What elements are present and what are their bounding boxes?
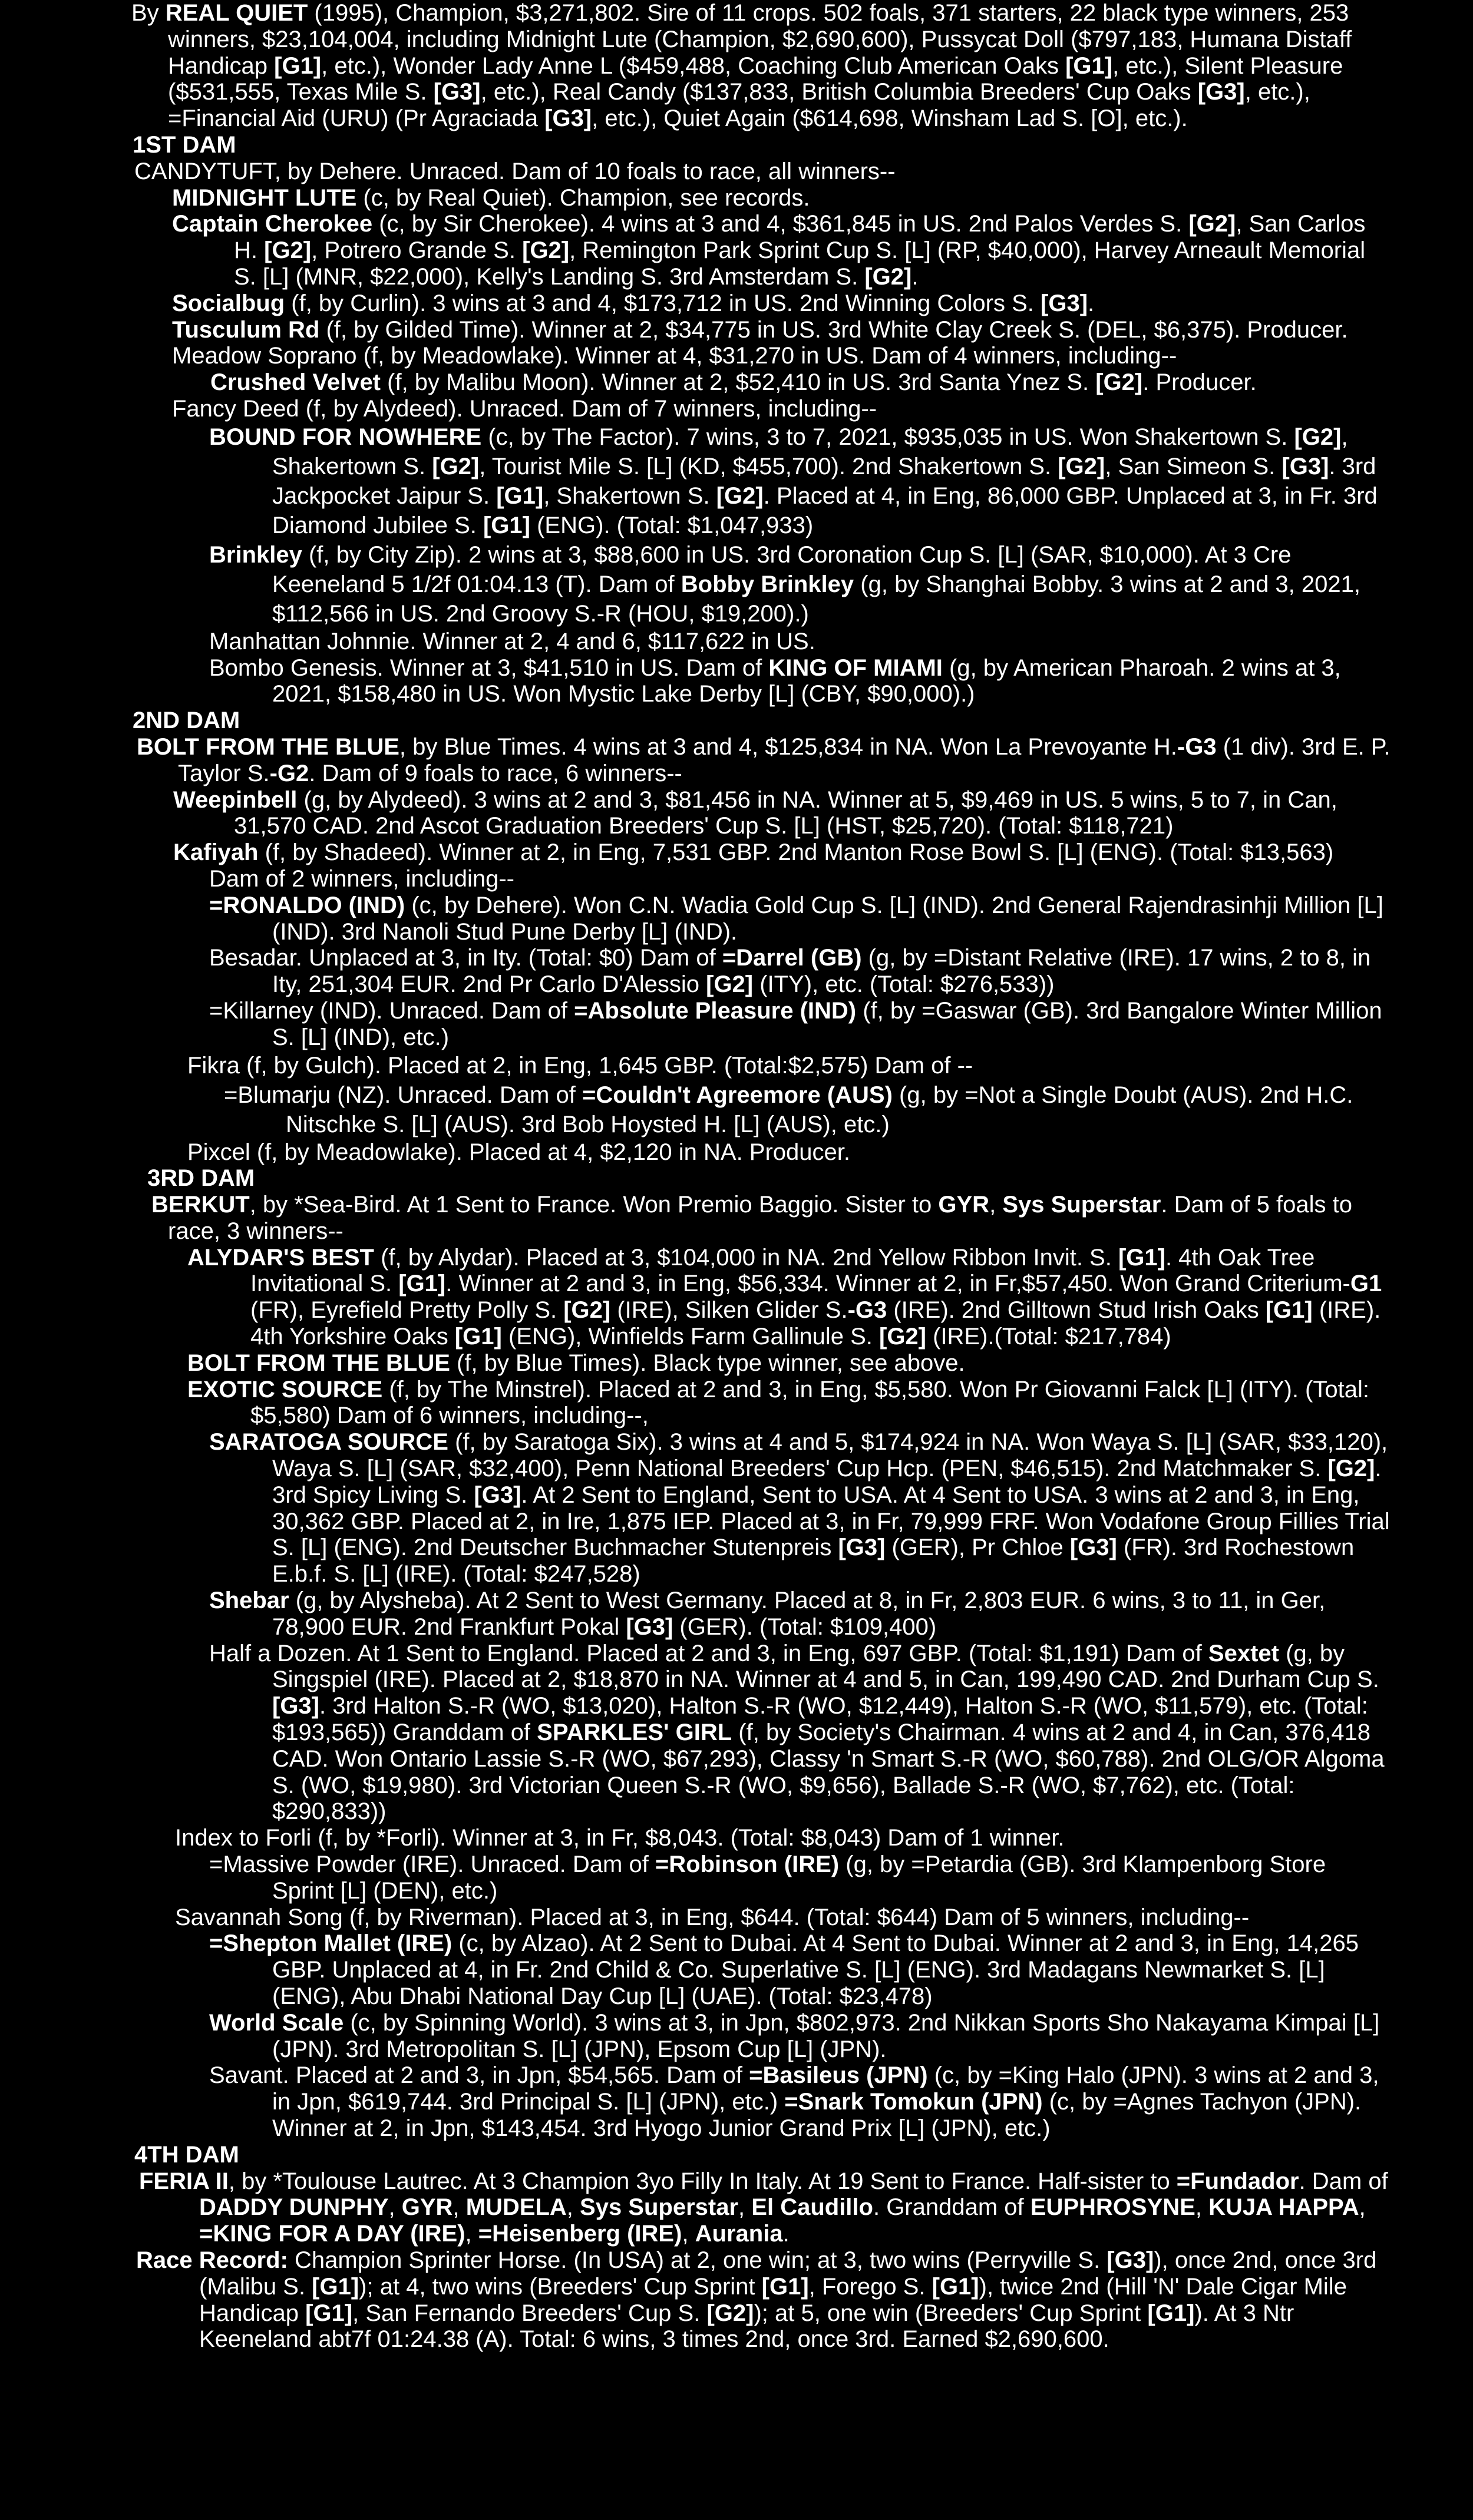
pedigree-entry [0,422,1392,540]
bold-text: Shebar [209,1588,289,1614]
bold-text: Socialbug [172,290,285,316]
text: Fancy Deed (f, by Alydeed). Unraced. Dam of 7 winners, including-- [172,395,877,422]
text: Savannah Song (f, by Riverman). Placed at 3, in Eng, $644. (Total: $644) Dam of 5 winners, including-- [175,1904,1250,1930]
bold-text: [G3] [1041,290,1088,316]
pedigree-entry [0,396,1389,422]
bold-text: [G1] [932,2273,979,2300]
bold-text: =Fundador [1176,2168,1299,2194]
bold-text: [G2] [1327,1456,1375,1482]
text: , Tourist Mile S. [L] (KD, $455,700). 2nd Shakertown S. [479,453,1058,479]
bold-text: [G2] [1188,211,1236,237]
bold-text: =RONALDO (IND) [209,892,405,918]
bold-text: [G1] [483,512,530,538]
text: . Producer. [1142,369,1257,396]
bold-text: =Couldn't Agreemore (AUS) [582,1082,893,1108]
bold-text: [G2] [563,1297,611,1324]
pedigree-entry [0,998,1392,1051]
bold-text: =Absolute Pleasure (IND) [574,997,857,1024]
text: Fikra (f, by Gulch). Placed at 2, in Eng, 1,645 GBP. (Total:$2,575) Dam of -- [187,1052,973,1079]
text: , [738,2194,752,2221]
bold-text: [G2] [864,263,912,290]
pedigree-entry [0,866,1392,892]
bold-text: Sys Superstar [1002,1192,1161,1218]
pedigree-entry [0,655,1392,708]
bold-text: G1 [1350,1271,1382,1297]
text: . [1088,290,1095,316]
text: Manhattan Johnnie. Winner at 2, 4 and 6, $117,622 in US. [209,628,815,654]
bold-text: Brinkley [209,541,302,568]
text: (GER), Pr Chloe [885,1535,1070,1561]
bold-text: FERIA II [139,2168,229,2194]
pedigree-entry [0,1245,1393,1350]
text: (g, by Alysheba). At 2 Sent to West Germany. Placed at 8, in Fr, 2,803 EUR. 6 wins, 3 to 11, in Ger, 78,900 EUR. 2nd Frankfurt Pokal [272,1588,1326,1640]
pedigree-entry [0,1377,1393,1430]
text: (ITY), etc. (Total: $276,533)) [753,971,1055,998]
bold-text: [G3] [626,1613,673,1640]
pedigree-entry [0,540,1392,629]
pedigree-entry [0,734,1392,787]
pedigree-entry [0,892,1392,945]
bold-text: [G1] [496,482,544,509]
bold-text: Tusculum Rd [172,316,320,343]
text: . Granddam of [873,2194,1031,2221]
text: (FR). 3rd Rochestown E.b.f. S. [L] (IRE). (Total: $247,528) [272,1535,1355,1588]
text: . At 2 Sent to England, Sent to USA. At 4 Sent to USA. 3 wins at 2 and 3, in Eng, 30,362 GBP. Placed at 2, in Ire, 1,875 IEP. Placed at 3, in Fr, 79,999 FRF. Won Vodafone Group Fillies Trial S. [L] (ENG). 2nd Deutscher Buchmacher Stutenpreis [272,1481,1390,1561]
text: (c, by Spinning World). 3 wins at 3, in Jpn, $802,973. 2nd Nikkan Sports Sho Nakayama Kimpai [L] (JPN). 3rd Metropolitan S. [L] (JPN), Epsom Cup [L] (JPN). [272,2009,1380,2062]
text: (f, by Gilded Time). Winner at 2, $34,775 in US. 3rd White Clay Creek S. (DEL, $6,375). Producer. [319,316,1348,343]
bold-text: [G2] [1095,369,1143,396]
bold-text: [G1] [305,2300,353,2326]
pedigree-entry [0,1825,1392,1851]
bold-text: EXOTIC SOURCE [187,1376,383,1403]
first-dam-section [0,132,1473,707]
pedigree-entry [0,185,1389,211]
pedigree-entry [0,1429,1392,1588]
bold-text: World Scale [209,2009,344,2036]
bold-text: -G2 [269,760,309,786]
text: Pixcel (f, by Meadowlake). Placed at 4, $2,120 in NA. Producer. [187,1139,851,1165]
bold-text: =Shepton Mallet (IRE) [209,1930,453,1957]
pedigree-entry [0,1139,1391,1166]
bold-text: MIDNIGHT LUTE [172,184,357,211]
text: , San Simeon S. [1105,453,1282,479]
text: , San Fernando Breeders' Cup S. [352,2300,707,2326]
pedigree-entry [0,1350,1393,1377]
text: . [782,2221,790,2247]
text: , [1359,2194,1366,2221]
bold-text: =Snark Tomokun (JPN) [784,2089,1043,2115]
text: , etc.), Wonder Lady Anne L ($459,488, Coaching Club American Oaks [321,52,1066,79]
text: (c, by =Agnes Tachyon (JPN). Winner at 2, in Jpn, $143,454. 3rd Hyogo Junior Grand Prix [L] (JPN), etc.) [272,2089,1362,2141]
pedigree-entry [0,1192,1391,1245]
text: (g, by =Distant Relative (IRE). 17 wins, 2 to 8, in Ity, 251,304 EUR. 2nd Pr Carlo D'Alessio [272,945,1371,998]
bold-text: [G1] [1265,1297,1313,1324]
bold-text: BOUND FOR NOWHERE [209,424,482,450]
text: (ENG). (Total: $1,047,933) [530,512,814,538]
bold-text: [G2] [1294,424,1342,450]
text: (f, by Alydar). Placed at 3, $104,000 in NA. 2nd Yellow Ribbon Invit. S. [374,1244,1118,1271]
bold-text: SPARKLES' GIRL [537,1719,732,1746]
bold-text: -G3 [1177,733,1217,760]
text: (g, by Singspiel (IRE). Placed at 2, $18,870 in NA. Winner at 4 and 5, in Can, 199,490 CAD. 2nd Durham Cup S. [272,1640,1379,1693]
text: =Blumarju (NZ). Unraced. Dam of [224,1082,582,1108]
text: ), twice 2nd (Hill 'N' Dale Cigar Mile Handicap [199,2273,1347,2326]
text: (ENG), Winfields Farm Gallinule S. [501,1324,879,1350]
text: (f, by Blue Times). Black type winner, see above. [450,1350,965,1376]
bold-text: =Robinson (IRE) [655,1851,840,1878]
text: . 3rd Jackpocket Jaipur S. [272,453,1376,509]
pedigree-entry [0,787,1389,840]
pedigree-entry [0,1904,1392,1931]
pedigree-entry [0,317,1389,343]
text: . [911,263,919,290]
bold-text: El Caudillo [751,2194,873,2221]
text: , Forego S. [808,2273,932,2300]
text: (IRE), Silken Glider S. [610,1297,848,1324]
text: ). At 3 Ntr Keeneland abt7f 01:24.38 (A). Total: 6 wins, 3 times 2nd, once 3rd. Earned $2,690,600. [199,2300,1294,2353]
text: (f, by Saratoga Six). 3 wins at 4 and 5, $174,924 in NA. Won Waya S. [L] (SAR, $33,120), Waya S. [L] (SAR, $32,400), Penn National Breeders' Cup Hcp. (PEN, $46,515). 2nd Matchmaker S. [272,1429,1388,1482]
text: ); at 5, one win (Breeders' Cup Sprint [754,2300,1148,2326]
bold-text: EUPHROSYNE [1030,2194,1195,2221]
text: (GER). (Total: $109,400) [673,1613,937,1640]
bold-text: Kafiyah [173,839,259,866]
text: . 3rd Spicy Living S. [272,1456,1382,1508]
bold-text: Crushed Velvet [210,369,381,396]
text: , by *Toulouse Lautrec. At 3 Champion 3yo Filly In Italy. At 19 Sent to France. Half-sister to [228,2168,1177,2194]
pedigree-entry [0,211,1389,290]
text: (c, by Dehere). Won C.N. Wadia Gold Cup S. [L] (IND). 2nd General Rajendrasinhji Million [L] (IND). 3rd Nanoli Stud Pune Derby [L] (IND). [272,892,1383,945]
bold-text: KING OF MIAMI [768,654,943,681]
bold-text: ALYDAR'S BEST [187,1244,374,1271]
text: (IRE). 4th Yorkshire Oaks [250,1297,1381,1350]
bold-text: [G2] [522,237,570,264]
pedigree-entry [0,629,1392,655]
text: By [131,0,166,26]
fourth-dam-section [0,2142,1473,2353]
bold-text: =Darrel (GB) [722,945,862,971]
bold-text: [G2] [1058,453,1105,479]
bold-text: =Basileus (JPN) [749,2062,928,2089]
text: . Dam of 5 foals to race, 3 winners-- [168,1192,1352,1244]
section-heading: 1ST DAM [133,131,236,158]
pedigree-entry [0,1588,1392,1641]
text: (c, by Real Quiet). Champion, see records. [356,184,810,211]
bold-text: KUJA HAPPA [1208,2194,1359,2221]
text: , by Blue Times. 4 wins at 3 and 4, $125,834 in NA. Won La Prevoyante H. [399,733,1177,760]
bold-text: GYR [401,2194,453,2221]
text: =Massive Powder (IRE). Unraced. Dam of [209,1851,655,1878]
bold-text: [G3] [1282,453,1329,479]
bold-text: GYR [938,1192,990,1218]
text: , [682,2221,695,2247]
bold-text: [G3] [272,1693,319,1719]
bold-text: Race Record: [136,2247,288,2273]
bold-text: [G1] [398,1271,446,1297]
text: (f, by =Gaswar (GB). 3rd Bangalore Winter Million S. [L] (IND), etc.) [272,997,1382,1050]
text: Index to Forli (f, by *Forli). Winner at 3, in Fr, $8,043. (Total: $8,043) Dam of 1 winner. [175,1825,1065,1851]
bold-text: [G1] [312,2273,359,2300]
section-heading: 2ND DAM [133,707,240,734]
text: (f, by The Minstrel). Placed at 2 and 3, in Eng, $5,580. Won Pr Giovanni Falck [L] (ITY). (Total: $5,580) Dam of 6 winners, including--, [250,1376,1369,1429]
pedigree-entry [0,343,1389,369]
section-heading: 3RD DAM [147,1165,255,1192]
bold-text: [G2] [264,237,312,264]
pedigree-entry [0,369,1392,396]
bold-text: [G2] [432,453,480,479]
text: (g, by Shanghai Bobby. 3 wins at 2 and 3, 2021, $112,566 in US. 2nd Groovy S.-R (HOU, $19,200).) [272,571,1360,627]
text: , [989,1192,1003,1218]
text: Dam of 2 winners, including-- [209,865,514,892]
text: , Potrero Grande S. [311,237,523,264]
text: CANDYTUFT, by Dehere. Unraced. Dam of 10 foals to race, all winners-- [134,158,896,184]
text: Meadow Soprano (f, by Meadowlake). Winner at 4, $31,270 in US. Dam of 4 winners, including-- [172,343,1177,369]
bold-text: [G3] [838,1535,886,1561]
text: . Winner at 2 and 3, in Eng, $56,334. Winner at 2, in Fr,$57,450. Won Grand Criterium- [445,1271,1350,1297]
bold-text: BERKUT [151,1192,250,1218]
bold-text: Sys Superstar [580,2194,739,2221]
text: , etc.), Silent Pleasure ($531,555, Texas Mile S. [168,52,1343,105]
bold-text: [G1] [274,52,322,79]
text: , etc.), =Financial Aid (URU) (Pr Agraciada [168,79,1310,132]
text: (f, by Shadeed). Winner at 2, in Eng, 7,531 GBP. 2nd Manton Rose Bowl S. [L] (ENG). (Total: $13,563) [258,839,1334,866]
third-dam-section [0,1165,1473,2141]
pedigree-entry [0,290,1389,317]
bold-text: Weepinbell [173,786,298,813]
text: Half a Dozen. At 1 Sent to England. Placed at 2 and 3, in Eng, 697 GBP. (Total: $1,191) Dam of [209,1640,1208,1666]
text: (f, by City Zip). 2 wins at 3, $88,600 in US. 3rd Coronation Cup S. [L] (SAR, $10,000). At 3 Cre Keeneland 5 1/2f 01:04.13 (T). Dam of [272,541,1292,597]
pedigree-entry [0,1641,1392,1825]
pedigree-entry [0,2247,1392,2353]
bold-text: SARATOGA SOURCE [209,1429,448,1456]
bold-text: Captain Cherokee [172,211,373,237]
text: =Killarney (IND). Unraced. Dam of [209,997,574,1024]
bold-text: [G2] [716,482,764,509]
text: , [465,2221,478,2247]
text: Champion Sprinter Horse. (In USA) at 2, one win; at 3, two wins (Perryville S. [288,2247,1107,2273]
pedigree-entry [0,1930,1392,2009]
bold-text: [G2] [879,1324,926,1350]
bold-text: BOLT FROM THE BLUE [187,1350,450,1376]
bold-text: [G3] [544,105,592,132]
pedigree-entry [0,2062,1392,2141]
bold-text: =KING FOR A DAY (IRE) [199,2221,465,2247]
text: Savant. Placed at 2 and 3, in Jpn, $54,565. Dam of [209,2062,749,2089]
section-heading: 4TH DAM [134,2141,239,2168]
bold-text: [G3] [433,79,481,105]
bold-text: [G3] [1107,2247,1154,2273]
text: , etc.), Quiet Again ($614,698, Winsham Lad S. [O], etc.). [592,105,1188,132]
bold-text: REAL QUIET [165,0,308,26]
pedigree-entry [0,1080,1393,1139]
text: . Placed at 4, in Eng, 86,000 GBP. Unplaced at 3, in Fr. 3rd Diamond Jubilee S. [272,482,1378,538]
text: , etc.), Real Candy ($137,833, British Columbia Breeders' Cup Oaks [480,79,1198,105]
text: , [566,2194,580,2221]
text: (1 div). 3rd E. P. Taylor S. [178,733,1391,786]
bold-text: [G3] [1069,1535,1117,1561]
bold-text: [G1] [454,1324,502,1350]
text: , [1195,2194,1209,2221]
text: . 4th Oak Tree Invitational S. [250,1244,1315,1297]
bold-text: Sextet [1208,1640,1279,1666]
text: (IRE). 2nd Gilltown Stud Irish Oaks [887,1297,1266,1324]
pedigree-entry [0,839,1389,866]
text: (g, by American Pharoah. 2 wins at 3, 2021, $158,480 in US. Won Mystic Lake Derby [L] (CBY, $90,000).) [272,654,1341,707]
text: . 3rd Halton S.-R (WO, $13,020), Halton S.-R (WO, $12,449), Halton S.-R (WO, $11,579), etc. (Total: $193,565)) Granddam of [272,1693,1368,1746]
text: , Shakertown S. [543,482,716,509]
bold-text: Aurania [695,2221,783,2247]
text: (f, by Curlin). 3 wins at 3 and 4, $173,712 in US. 2nd Winning Colors S. [285,290,1041,316]
text: . Dam of [1299,2168,1388,2194]
text: (c, by Alzao). At 2 Sent to Dubai. At 4 Sent to Dubai. Winner at 2 and 3, in Eng, 14,265 GBP. Unplaced at 4, in Fr. 2nd Child & Co. Superlative S. [L] (ENG). 3rd Madagans Newmarket S. [L] (ENG), Abu Dhabi National Day Cup [L] (UAE). (Total: $23,478) [272,1930,1359,2009]
bold-text: [G1] [761,2273,809,2300]
text: (g, by Alydeed). 3 wins at 2 and 3, $81,456 in NA. Winner at 5, $9,469 in US. 5 wins, 5 to 7, in Can, 31,570 CAD. 2nd Ascot Graduation Breeders' Cup S. [L] (HST, $25,720). (Total: $118,721) [234,786,1337,839]
pedigree-entry [0,2010,1392,2063]
text: (1995), Champion, $3,271,802. Sire of 11 crops. 502 foals, 371 starters, 22 black type winners, 253 winners, $23,104,004, including Midnight Lute (Champion, $2,690,600), Pussycat Doll ($797,183, Humana Distaff Handicap [168,0,1352,79]
text: (c, by Sir Cherokee). 4 wins at 3 and 4, $361,845 in US. 2nd Palos Verdes S. [372,211,1189,237]
bold-text: BOLT FROM THE BLUE [137,733,399,760]
text: , [388,2194,402,2221]
text: (f, by Malibu Moon). Winner at 2, $52,410 in US. 3rd Santa Ynez S. [381,369,1096,396]
text: . Dam of 9 foals to race, 6 winners-- [309,760,682,786]
text: (g, by =Not a Single Doubt (AUS). 2nd H.C. Nitschke S. [L] (AUS). 3rd Bob Hoysted H. [L] (AUS), etc.) [286,1082,1353,1137]
pedigree-entry [0,2168,1392,2247]
text: (IRE).(Total: $217,784) [926,1324,1171,1350]
bold-text: [G2] [706,971,754,998]
pedigree-entry [0,158,1395,185]
bold-text: =Heisenberg (IRE) [478,2221,682,2247]
bold-text: [G2] [706,2300,754,2326]
text: (c, by The Factor). 7 wins, 3 to 7, 2021, $935,035 in US. Won Shakertown S. [481,424,1294,450]
second-dam-section [0,707,1473,1165]
text: , by *Sea-Bird. At 1 Sent to France. Won Premio Baggio. Sister to [249,1192,939,1218]
pedigree-entry [0,1051,1391,1080]
text: (f, by Society's Chairman. 4 wins at 2 and 4, in Can, 376,418 CAD. Won Ontario Lassie S.-R (WO, $67,293), Classy 'n Smart S.-R (WO, $60,788). 2nd OLG/OR Algoma S. (WO, $19,980). 3rd Victorian Queen S.-R (WO, $9,656), Ballade S.-R (WO, $7,762), etc. (Total: $290,833)) [272,1719,1385,1825]
bold-text: [G3] [1197,79,1245,105]
bold-text: MUDELA [465,2194,567,2221]
sire-paragraph [0,0,1391,132]
pedigree-entry [0,1851,1392,1904]
text: (g, by =Petardia (GB). 3rd Klampenborg Store Sprint [L] (DEN), etc.) [272,1851,1326,1904]
text: (FR), Eyrefield Pretty Polly S. [250,1297,564,1324]
text: , Remington Park Sprint Cup S. [L] (RP, $40,000), Harvey Arneault Memorial S. [L] (MNR, $22,000), Kelly's Landing S. 3rd Amsterdam S. [234,237,1366,290]
bold-text: [G3] [474,1481,521,1508]
text: , San Carlos H. [234,211,1366,264]
bold-text: [G1] [1065,52,1113,79]
bold-text: Bobby Brinkley [681,571,854,597]
text: Besadar. Unplaced at 3, in Ity. (Total: $0) Dam of [209,945,722,971]
text: , [453,2194,466,2221]
text: (c, by =King Halo (JPN). 3 wins at 2 and 3, in Jpn, $619,744. 3rd Principal S. [L] (JPN), etc.) [272,2062,1379,2115]
text: Bombo Genesis. Winner at 3, $41,510 in US. Dam of [209,654,769,681]
text: , Shakertown S. [272,424,1348,479]
bold-text: -G3 [847,1297,887,1324]
text: ); at 4, two wins (Breeders' Cup Sprint [359,2273,762,2300]
bold-text: DADDY DUNPHY [199,2194,389,2221]
bold-text: [G1] [1147,2300,1195,2326]
pedigree-entry [0,945,1392,998]
text: ), once 2nd, once 3rd (Malibu S. [199,2247,1377,2300]
bold-text: [G1] [1118,1244,1165,1271]
